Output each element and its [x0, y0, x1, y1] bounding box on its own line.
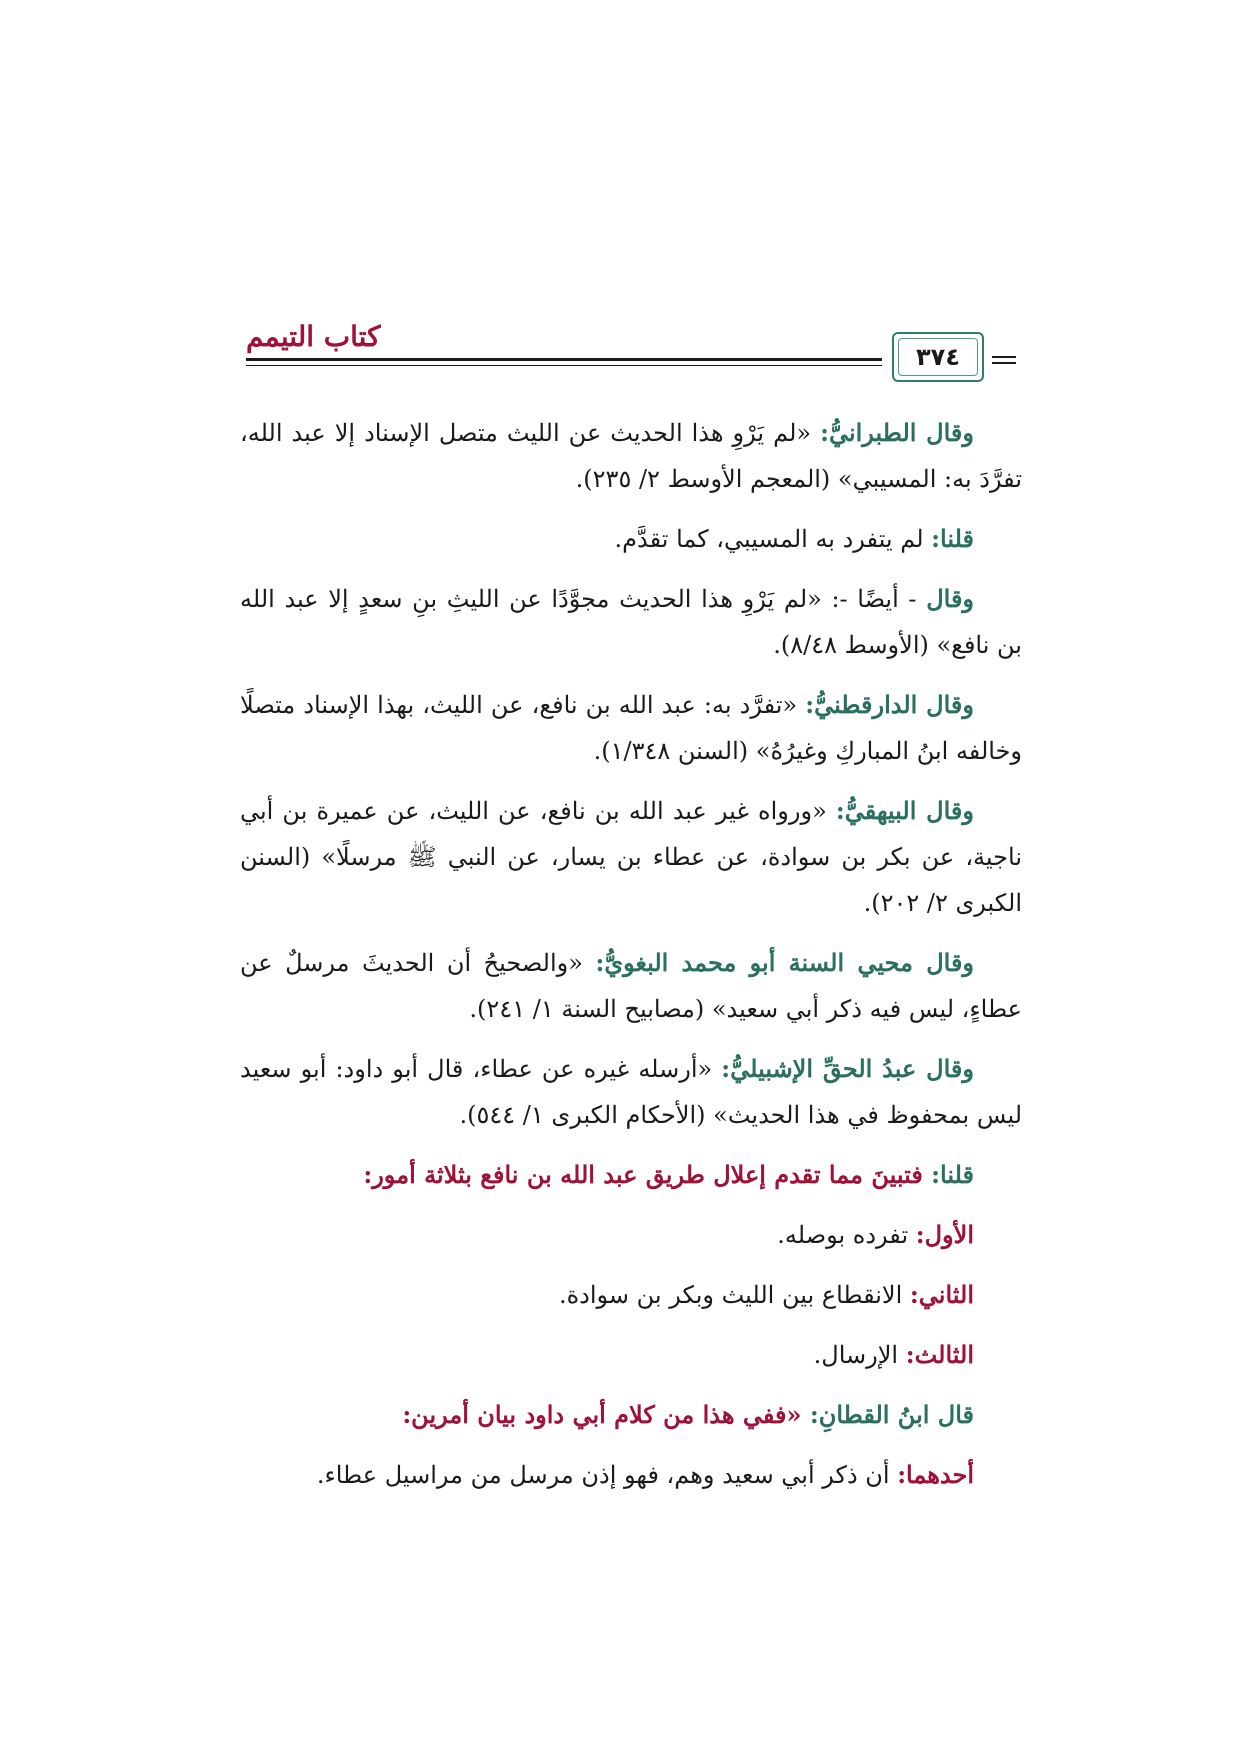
book-title: كتاب التيمم — [246, 320, 381, 353]
paragraph-bayhaqi — [240, 788, 1022, 926]
paragraph-ibn-qattan — [240, 1392, 1022, 1438]
item-label: الأول: — [915, 1220, 974, 1249]
summary-text: فتبينَ مما تقدم إعلال طريق عبد الله بن نافع بثلاثة أمور: — [363, 1160, 932, 1189]
header-rule-right-top — [992, 356, 1016, 358]
paragraph-ishbili — [240, 1046, 1022, 1138]
paragraph-tabarani-2 — [240, 576, 1022, 668]
paragraph-first-matter — [240, 1452, 1022, 1498]
item-text: تفرده بوصله. — [777, 1221, 916, 1249]
paragraph-text: أن ذكر أبي سعيد وهم، فهو إذن مرسل من مراسيل عطاء. — [316, 1461, 898, 1489]
speaker-label: وقال الدارقطنيُّ: — [805, 690, 974, 719]
speaker-label: قال ابنُ القطانِ: — [809, 1400, 974, 1429]
item-label: الثاني: — [909, 1280, 974, 1309]
paragraph-text: - أيضًا -: «لم يَرْوِ هذا الحديث مجوَّدًا عن الليثِ بنِ سعدٍ إلا عبد الله بن نافع» (الأوسط ٨/٤٨). — [240, 585, 1022, 659]
speaker-label: وقال عبدُ الحقِّ الإشبيليُّ: — [721, 1054, 974, 1083]
header-rule-right-bottom — [992, 362, 1016, 364]
item-text: الإرسال. — [813, 1341, 906, 1369]
list-item-third — [240, 1332, 1022, 1378]
page-number: ٣٧٤ — [916, 343, 960, 371]
paragraph-daraqutni — [240, 682, 1022, 774]
summary-label: قلنا: — [931, 1160, 974, 1189]
paragraph-summary — [240, 1152, 1022, 1198]
paragraph-qulna-1 — [240, 516, 1022, 562]
paragraph-text: «والصحيحُ أن الحديثَ مرسلٌ عن عطاءٍ، ليس فيه ذكر أبي سعيد» (مصابيح السنة ١/ ٢٤١). — [240, 949, 1022, 1023]
paragraph-text: «تفرَّد به: عبد الله بن نافع، عن الليث، بهذا الإسناد متصلًا وخالفه ابنُ المباركِ وغيرُهُ» (السنن ١/٣٤٨). — [240, 691, 1022, 765]
paragraph-text: «لم يَرْوِ هذا الحديث عن الليث متصل الإسناد إلا عبد الله، تفرَّدَ به: المسيبي» (المعجم الأوسط ٢/ ٢٣٥). — [240, 419, 1022, 493]
paragraph-text: «أرسله غيره عن عطاء، قال أبو داود: أبو سعيد ليس بمحفوظ في هذا الحديث» (الأحكام الكبرى ١/ ٥٤٤). — [240, 1055, 1022, 1129]
speaker-label: وقال الطبرانيُّ: — [820, 418, 974, 447]
page-body — [240, 410, 1022, 1512]
item-label: الثالث: — [905, 1340, 974, 1369]
paragraph-baghawi — [240, 940, 1022, 1032]
speaker-label: وقال محيي السنة أبو محمد البغويُّ: — [595, 948, 974, 977]
paragraph-text: لم يتفرد به المسيبي، كما تقدَّم. — [614, 525, 932, 553]
page-header — [246, 318, 1016, 388]
speaker-label: وقال — [926, 584, 974, 613]
paragraph-tabarani — [240, 410, 1022, 502]
paragraph-text: «ورواه غير عبد الله بن نافع، عن الليث، عن عميرة بن أبي ناجية، عن بكر بن سوادة، عن عطاء بن يسار، عن النبي ﷺ مرسلًا» (السنن الكبرى ٢/ ٢٠٢). — [240, 797, 1022, 917]
speaker-label: وقال البيهقيُّ: — [835, 796, 974, 825]
header-rule-thin — [246, 365, 882, 366]
list-item-second — [240, 1272, 1022, 1318]
header-rule-thick — [246, 358, 882, 361]
item-label: أحدهما: — [897, 1460, 974, 1489]
quote-text: «ففي هذا من كلام أبي داود بيان أمرين: — [402, 1400, 810, 1429]
page-number-frame — [892, 332, 984, 382]
speaker-label: قلنا: — [931, 524, 974, 553]
item-text: الانقطاع بين الليث وبكر بن سوادة. — [558, 1281, 910, 1309]
list-item-first — [240, 1212, 1022, 1258]
